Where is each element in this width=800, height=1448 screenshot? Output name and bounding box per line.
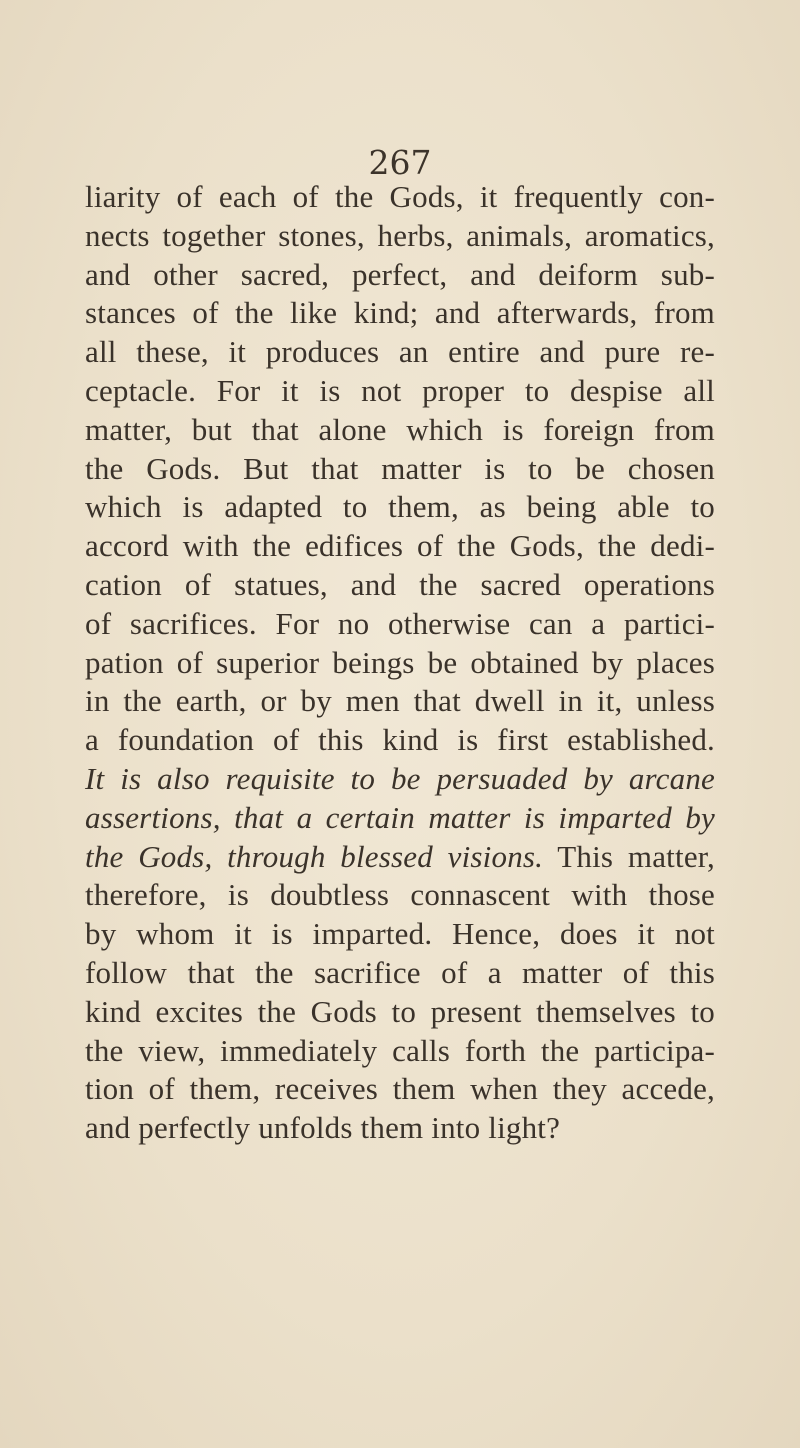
text-line-24: tion of them, receives them when they accede, [85,1071,715,1107]
text-line-19: therefore, is doubtless connascent with those [85,877,715,913]
text-line-14: in the earth, or by men that dwell in it, unless [85,683,715,719]
text-line-6: ceptacle. For it is not proper to despise all [85,372,715,408]
roman-phrase: This matter, [557,838,716,874]
text-line-3: and other sacred, perfect, and deiform sub- [85,256,715,292]
text-line-25: and perfectly unfolds them into light? [85,1110,561,1146]
text-line-18 [85,838,715,877]
text-line-23: the view, immediately calls forth the participa- [85,1032,715,1068]
text-line-12: of sacrifices. For no otherwise can a partici- [85,605,715,641]
page-body-text [85,178,715,1148]
text-line-1: liarity of each of the Gods, it frequently con- [85,179,715,214]
text-line-16: It is also requisite to be persuaded by arcane [85,760,715,796]
page-number: 267 [368,143,432,182]
text-line-13: pation of superior beings be obtained by places [85,644,715,680]
text-line-21: follow that the sacrifice of a matter of this [85,954,715,990]
text-line-5: all these, it produces an entire and pure re- [85,334,715,370]
text-line-8: the Gods. But that matter is to be chosen [85,450,715,486]
text-line-4: stances of the like kind; and afterwards, from [85,295,715,331]
text-line-2: nects together stones, herbs, animals, aromatics, [85,217,715,253]
text-line-17: assertions, that a certain matter is imparted by [85,799,715,835]
text-line-20: by whom it is imparted. Hence, does it not [85,916,715,952]
text-line-9: which is adapted to them, as being able to [85,489,715,525]
text-line-15: a foundation of this kind is first established. [85,722,715,758]
italic-phrase: the Gods, through blessed visions. [85,838,544,874]
text-line-11: cation of statues, and the sacred operations [85,566,715,602]
text-line-22: kind excites the Gods to present themselves to [85,993,715,1029]
text-line-7: matter, but that alone which is foreign from [85,411,715,447]
text-line-10: accord with the edifices of the Gods, the dedi- [85,528,715,564]
